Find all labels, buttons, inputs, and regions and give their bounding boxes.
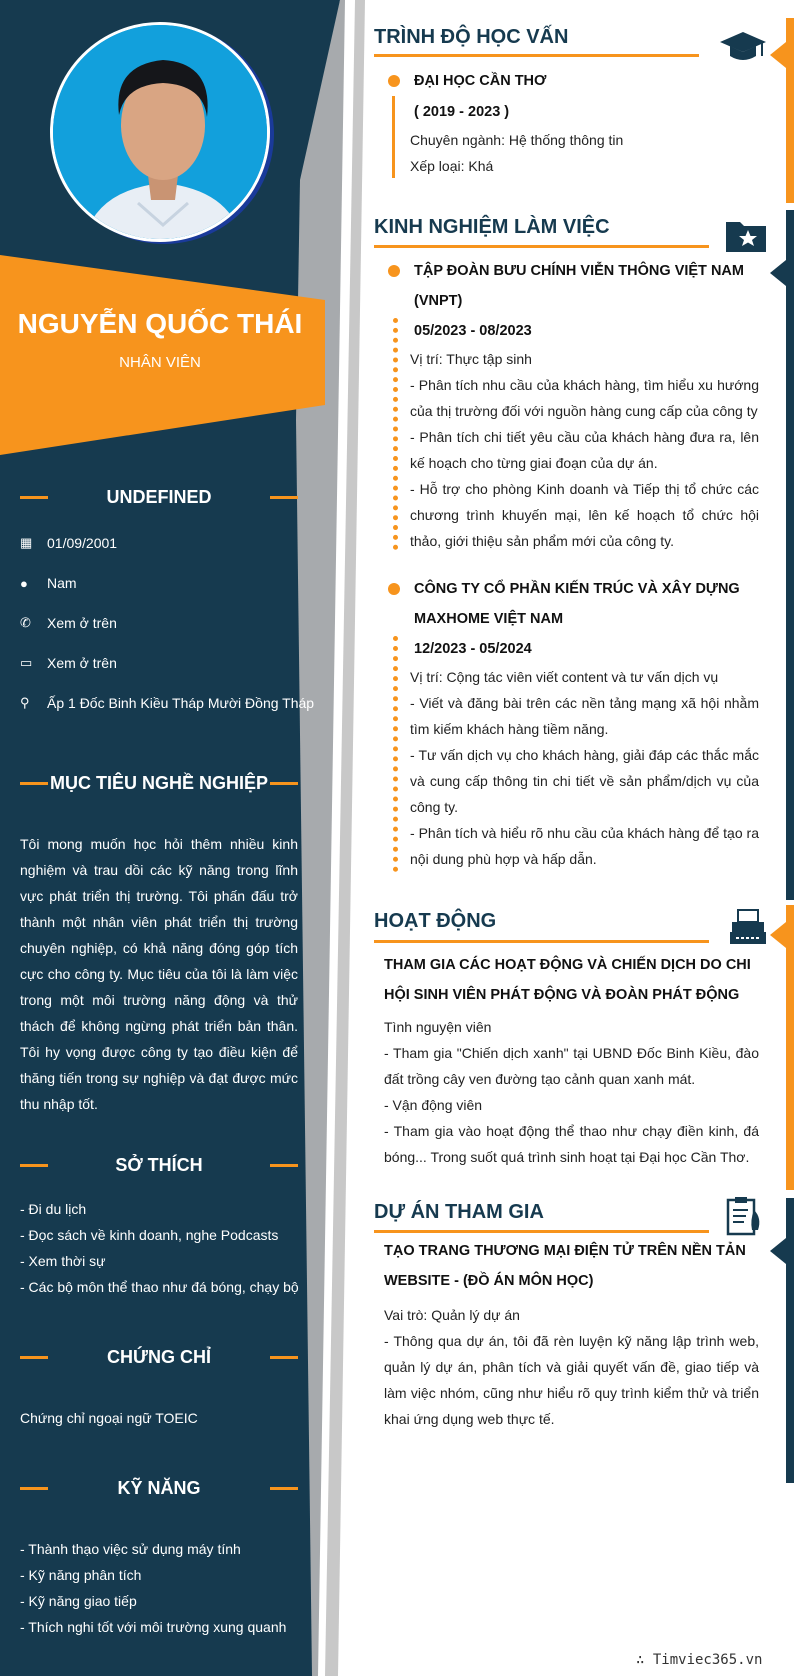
activity-description [384, 1014, 759, 1170]
list-item: - Kỹ năng phân tích [20, 1567, 142, 1583]
job-line: Vị trí: Thực tập sinh [410, 351, 532, 367]
project-description [384, 1302, 759, 1432]
contact-heading [20, 484, 298, 510]
list-item: - Các bộ môn thể thao như đá bóng, chạy bộ [20, 1279, 299, 1295]
job-line: - Phân tích và hiểu rõ nhu cầu của khách hàng để tạo ra nội dung phù hợp và hấp dẫn. [410, 825, 759, 867]
heading-bar [20, 1164, 48, 1167]
job-period: 05/2023 - 08/2023 [414, 323, 532, 339]
skills-list [20, 1536, 320, 1640]
certificates-heading-label: CHỨNG CHỈ [107, 1346, 211, 1367]
contact-email [20, 643, 320, 683]
objective-text: Tôi mong muốn học hỏi thêm nhiều kinh nghiệm và trau dồi các kỹ năng trong lĩnh vực phát triển thị trường. Tôi phấn đấu trở thành một nhân viên phát triển thị trường chuyên nghiệp, có khả năng đóng góp tích cực cho công ty. Mục tiêu của tôi là làm việc trong một môi trường năng động và thử thách để không ngừng phát triển bản thân. Tôi hy vọng được công ty tạo điều kiện để thăng tiến trong sự nghiệp và đạt được mức thu nhập tốt. [20, 836, 298, 1112]
candidate-title: NHÂN VIÊN [119, 354, 201, 371]
hobbies-list [20, 1196, 320, 1300]
activity-line: - Vận động viên [384, 1097, 483, 1113]
activity-line: - Tham gia vào hoạt động thể thao như chạy điền kinh, đá bóng... Trong suốt quá trình sinh hoạt tại Đại học Cần Thơ. [384, 1123, 759, 1165]
skills-heading [20, 1475, 298, 1501]
job-line: - Viết và đăng bài trên các nền tảng mạng xã hội nhằm tìm kiếm khách hàng tiềm năng. [410, 695, 759, 737]
list-item: - Thích nghi tốt với môi trường xung quanh [20, 1619, 287, 1635]
heading-bar [20, 1487, 48, 1490]
heading-bar [270, 496, 298, 499]
graduation-cap-icon [720, 30, 766, 64]
calendar-icon: ▦ [20, 535, 33, 550]
list-item: - Thành thạo việc sử dụng máy tính [20, 1541, 241, 1557]
projects-underline [374, 1230, 709, 1233]
education-line: Xếp loại: Khá [410, 158, 494, 174]
heading-bar [270, 1164, 298, 1167]
job-line: - Phân tích chi tiết yêu cầu của khách hàng đưa ra, lên kế hoạch cho từng giai đoạn của dự án. [410, 429, 759, 471]
experience-underline [374, 245, 709, 248]
activities-side-marker [770, 922, 786, 948]
contact-gender [20, 563, 320, 603]
watermark-footer: ∴ Timviec365.vn [636, 1652, 763, 1668]
contact-heading-label: UNDEFINED [106, 486, 212, 507]
list-item: - Kỹ năng giao tiếp [20, 1593, 137, 1609]
company-name: TẬP ĐOÀN BƯU CHÍNH VIỄN THÔNG VIỆT NAM (VNPT) [414, 263, 744, 309]
activity-line: Tình nguyện viên [384, 1019, 492, 1035]
activity-line: - Tham gia "Chiến dịch xanh" tại UBND Đốc Binh Kiều, đào đất trồng cây ven đường tạo cảnh quan xanh mát. [384, 1045, 759, 1087]
job-line: - Tư vấn dịch vụ cho khách hàng, giải đáp các thắc mắc và cung cấp thông tin chi tiết về sản phẩm/dịch vụ của công ty. [410, 747, 759, 815]
heading-bar [270, 1356, 298, 1359]
experience-side-marker [770, 260, 786, 286]
education-side-bar [786, 18, 794, 203]
projects-side-marker [770, 1238, 786, 1264]
birthday-value: 01/09/2001 [47, 535, 118, 551]
job-timeline [393, 318, 398, 550]
contact-birthday [20, 523, 320, 563]
experience-side-bar [786, 210, 794, 900]
skills-heading-label: KỸ NĂNG [117, 1477, 201, 1498]
folder-star-icon [726, 218, 766, 252]
sidebar [0, 0, 330, 1676]
company-name: CÔNG TY CỔ PHẦN KIẾN TRÚC VÀ XÂY DỰNG MAXHOME VIỆT NAM [414, 581, 740, 627]
education-side-marker [770, 42, 786, 68]
projects-heading: DỰ ÁN THAM GIA [374, 1201, 544, 1223]
project-line: - Thông qua dự án, tôi đã rèn luyện kỹ năng lập trình web, quản lý dự án, phân tích và giải quyết vấn đề, giao tiếp và làm việc nhóm, cũng như hiểu rõ quy trình kiểm thử và triển khai ứng dụng web thực tế. [384, 1333, 759, 1427]
objective-heading [20, 770, 298, 796]
objective-heading-label: MỤC TIÊU NGHỀ NGHIỆP [49, 772, 268, 793]
heading-bar [20, 782, 48, 785]
activities-underline [374, 940, 709, 943]
email-icon: ▭ [20, 655, 33, 670]
job-period: 12/2023 - 05/2024 [414, 641, 532, 657]
experience-heading: KINH NGHIỆM LÀM VIỆC [374, 216, 610, 238]
job-timeline [393, 636, 398, 872]
projects-side-bar [786, 1198, 794, 1483]
user-icon: ● [20, 575, 28, 591]
hobbies-heading [20, 1152, 298, 1178]
typewriter-icon [728, 908, 766, 946]
education-heading: TRÌNH ĐỘ HỌC VẤN [374, 26, 569, 48]
contact-phone [20, 603, 320, 643]
project-title: TẠO TRANG THƯƠNG MẠI ĐIỆN TỬ TRÊN NỀN TẢN WEBSITE - (ĐỒ ÁN MÔN HỌC) [384, 1243, 746, 1289]
gender-value: Nam [47, 575, 77, 591]
heading-bar [20, 496, 48, 499]
list-item: - Xem thời sự [20, 1253, 106, 1269]
heading-bar [270, 1487, 298, 1490]
list-item: - Đọc sách về kinh doanh, nghe Podcasts [20, 1227, 279, 1243]
candidate-name: NGUYỄN QUỐC THÁI [17, 308, 303, 339]
heading-bar [270, 782, 298, 785]
phone-icon: ✆ [20, 615, 31, 630]
list-item: Chứng chỉ ngoại ngữ TOEIC [20, 1410, 198, 1426]
contact-list [20, 523, 320, 723]
job-line: - Phân tích nhu cầu của khách hàng, tìm hiểu xu hướng của thị trường đối với nguồn hàng cung cấp của công ty [410, 377, 759, 419]
email-value: Xem ở trên [47, 655, 117, 671]
heading-bar [20, 1356, 48, 1359]
school-name: ĐẠI HỌC CẦN THƠ [414, 73, 547, 89]
job-description [410, 346, 759, 554]
avatar [50, 22, 270, 242]
job-description [410, 664, 759, 872]
list-item: - Đi du lịch [20, 1201, 87, 1217]
location-icon: ⚲ [20, 695, 30, 710]
job-bullet [388, 583, 400, 595]
certificates-heading [20, 1344, 298, 1370]
job-line: Vị trí: Cộng tác viên viết content và tư vấn dịch vụ [410, 669, 719, 685]
education-bullet [388, 75, 400, 87]
activity-title: THAM GIA CÁC HOẠT ĐỘNG VÀ CHIẾN DỊCH DO CHI HỘI SINH VIÊN PHÁT ĐỘNG VÀ ĐOÀN PHÁT ĐỘNG [384, 957, 751, 1003]
phone-value: Xem ở trên [47, 615, 117, 631]
education-line: Chuyên ngành: Hệ thống thông tin [410, 132, 624, 148]
contact-address [20, 683, 320, 723]
hobbies-heading-label: SỞ THÍCH [115, 1154, 203, 1175]
clipboard-rocket-icon [724, 1196, 764, 1236]
education-underline [374, 54, 699, 57]
education-period: ( 2019 - 2023 ) [414, 104, 510, 120]
activities-heading: HOẠT ĐỘNG [374, 910, 497, 932]
job-bullet [388, 265, 400, 277]
job-line: - Hỗ trợ cho phòng Kinh doanh và Tiếp thị tổ chức các chương trình khuyến mại, lên kế hoạch tổ chức hội thảo, giới thiệu sản phẩm mới của công ty. [410, 481, 759, 549]
activities-side-bar [786, 905, 794, 1190]
education-details [410, 127, 759, 179]
project-line: Vai trò: Quản lý dự án [384, 1307, 520, 1323]
education-timeline [392, 96, 395, 178]
certificates-list [20, 1405, 320, 1431]
address-value: Ấp 1 Đốc Binh Kiều Tháp Mười Đồng Tháp [47, 695, 315, 711]
